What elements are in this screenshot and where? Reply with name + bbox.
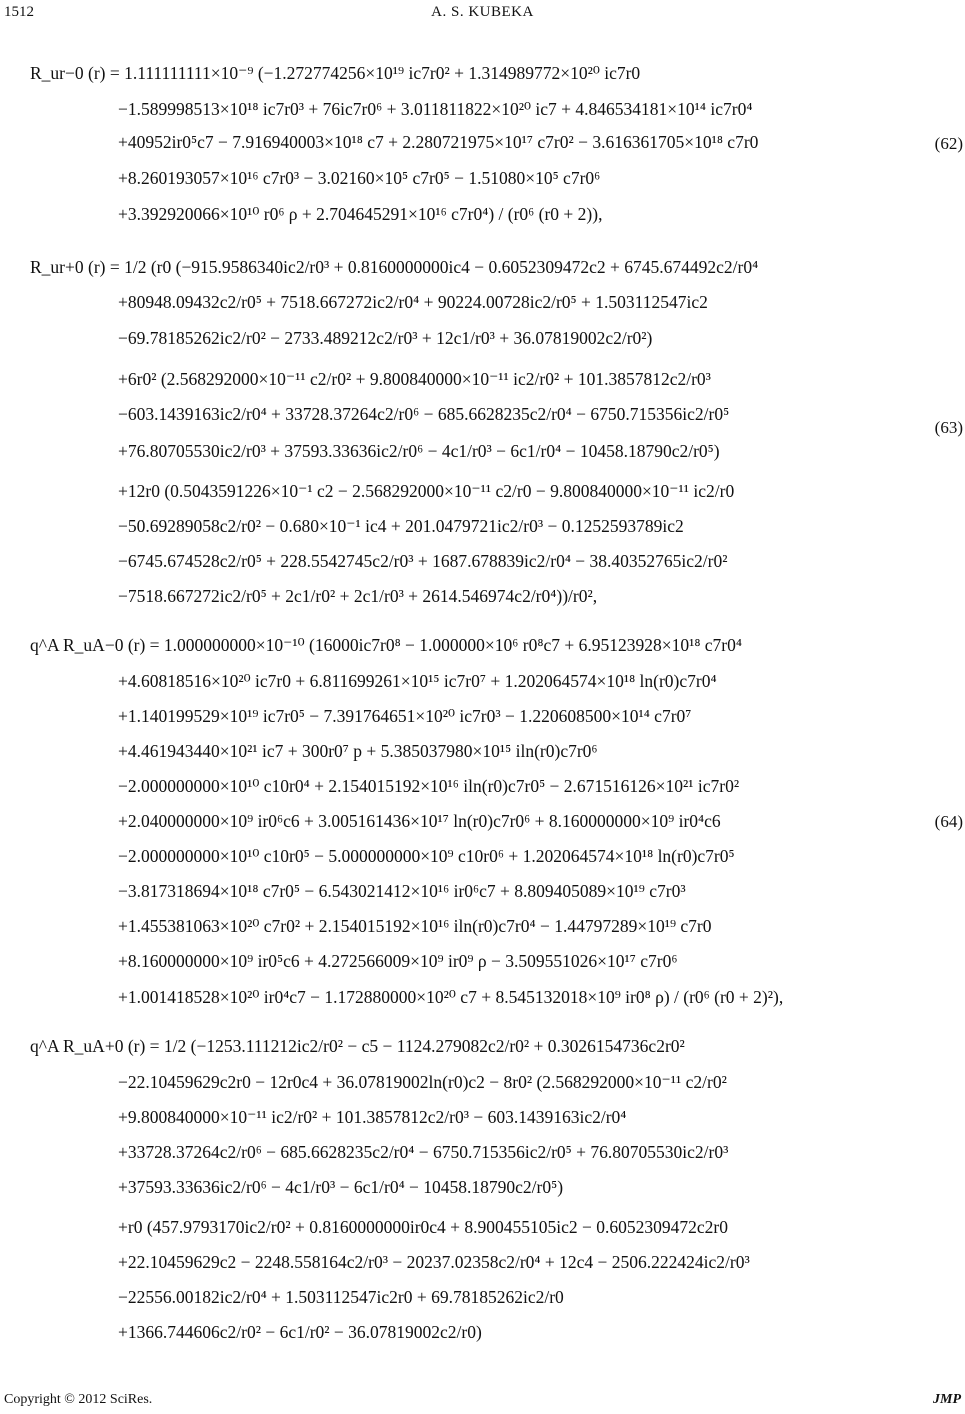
equation-line: +9.800840000×10⁻¹¹ ic2/r0² + 101.3857812c2/r0³ − 603.1439163ic2/r0⁴ [118,1107,627,1127]
equation-line: −2.000000000×10¹⁰ c10r0⁴ + 2.154015192×10¹⁶ iln(r0)c7r0⁵ − 2.671516126×10²¹ ic7r0² [118,776,740,796]
equation-line: q^A R_uA−0 (r) = 1.000000000×10⁻¹⁰ (16000ic7r0⁸ − 1.000000×10⁶ r0⁸c7 + 6.95123928×10¹⁸ c7r0⁴ [30,635,742,655]
page-number: 1512 [4,4,34,20]
equation-line: +76.80705530ic2/r0³ + 37593.33636ic2/r0⁶ − 4c1/r0³ − 6c1/r0⁴ − 10458.18790c2/r0⁵) [118,441,720,461]
equation-line: −3.817318694×10¹⁸ c7r0⁵ − 6.543021412×10¹⁶ ir0⁶c7 + 8.809405089×10¹⁹ c7r0³ [118,881,686,901]
equation-line: +1.140199529×10¹⁹ ic7r0⁵ − 7.391764651×10²⁰ ic7r0³ − 1.220608500×10¹⁴ c7r0⁷ [118,706,692,726]
equation-line: −22556.00182ic2/r0⁴ + 1.503112547ic2r0 + 69.78185262ic2/r0 [118,1287,564,1307]
equation-line: +33728.37264c2/r0⁶ − 685.6628235c2/r0⁴ − 6750.715356ic2/r0⁵ + 76.80705530ic2/r0³ [118,1142,729,1162]
equation-line: −1.589998513×10¹⁸ ic7r0³ + 76ic7r0⁶ + 3.011811822×10²⁰ ic7 + 4.846534181×10¹⁴ ic7r0⁴ [118,99,753,119]
journal-abbreviation: JMP [933,1392,961,1407]
equation-line: +6r0² (2.568292000×10⁻¹¹ c2/r0² + 9.800840000×10⁻¹¹ ic2/r0² + 101.3857812c2/r0³ [118,369,711,389]
equation-line: +40952ir0⁵c7 − 7.916940003×10¹⁸ c7 + 2.280721975×10¹⁷ c7r0² − 3.616361705×10¹⁸ c7r0 [118,132,759,152]
equation-number: (62) [934,134,963,153]
equation-line: +80948.09432c2/r0⁵ + 7518.667272ic2/r0⁴ + 90224.00728ic2/r0⁵ + 1.503112547ic2 [118,292,708,312]
equation-line: −603.1439163ic2/r0⁴ + 33728.37264c2/r0⁶ − 685.6628235c2/r0⁴ − 6750.715356ic2/r0⁵ [118,404,730,424]
equation-line: −7518.667272ic2/r0⁵ + 2c1/r0² + 2c1/r0³ + 2614.546974c2/r0⁴))/r0², [118,586,598,606]
equation-line: +2.040000000×10⁹ ir0⁶c6 + 3.005161436×10¹⁷ ln(r0)c7r0⁶ + 8.160000000×10⁹ ir0⁴c6 [118,811,721,831]
equation-line: +1.001418528×10²⁰ ir0⁴c7 − 1.172880000×10²⁰ c7 + 8.545132018×10⁹ ir0⁸ ρ) / (r0⁶ (r0 + 2)²), [118,987,784,1007]
page-footer [0,1392,965,1412]
equation-line: +12r0 (0.5043591226×10⁻¹ c2 − 2.568292000×10⁻¹¹ c2/r0 − 9.800840000×10⁻¹¹ ic2/r0 [118,481,735,501]
equation-line: q^A R_uA+0 (r) = 1/2 (−1253.111212ic2/r0² − c5 − 1124.279082c2/r0² + 0.3026154736c2r0² [30,1036,685,1056]
equation-line: +8.160000000×10⁹ ir0⁵c6 + 4.272566009×10⁹ ir0⁹ ρ − 3.509551026×10¹⁷ c7r0⁶ [118,951,678,971]
equation-line: +1.455381063×10²⁰ c7r0² + 2.154015192×10¹⁶ iln(r0)c7r0⁴ − 1.44797289×10¹⁹ c7r0 [118,916,712,936]
equation-line: +37593.33636ic2/r0⁶ − 4c1/r0³ − 6c1/r0⁴ − 10458.18790c2/r0⁵) [118,1177,564,1197]
copyright-notice: Copyright © 2012 SciRes. [4,1392,153,1407]
equation-line: +3.392920066×10¹⁰ r0⁶ ρ + 2.704645291×10¹⁶ c7r0⁴) / (r0⁶ (r0 + 2)), [118,204,603,224]
equation-line: −6745.674528c2/r0⁵ + 228.5542745c2/r0³ + 1687.678839ic2/r0⁴ − 38.40352765ic2/r0² [118,551,728,571]
equation-line: +1366.744606c2/r0² − 6c1/r0² − 36.07819002c2/r0) [118,1322,482,1342]
equation-line: +8.260193057×10¹⁶ c7r0³ − 3.02160×10⁵ c7r0⁵ − 1.51080×10⁵ c7r0⁶ [118,168,601,188]
equation-line: −22.10459629c2r0 − 12r0c4 + 36.07819002ln(r0)c2 − 8r0² (2.568292000×10⁻¹¹ c2/r0² [118,1072,727,1092]
equation-line: +4.461943440×10²¹ ic7 + 300r0⁷ p + 5.385037980×10¹⁵ iln(r0)c7r0⁶ [118,741,598,761]
equation-line: +r0 (457.9793170ic2/r0² + 0.8160000000ir0c4 + 8.900455105ic2 − 0.6052309472c2r0 [118,1217,729,1237]
equation-line: −50.69289058c2/r0² − 0.680×10⁻¹ ic4 + 201.0479721ic2/r0³ − 0.1252593789ic2 [118,516,684,536]
equation-number: (64) [934,812,963,831]
page-header [0,4,965,26]
running-author: A. S. KUBEKA [431,4,534,20]
equation-line: −2.000000000×10¹⁰ c10r0⁵ − 5.000000000×10⁹ c10r0⁶ + 1.202064574×10¹⁸ ln(r0)c7r0⁵ [118,846,735,866]
equation-line: +22.10459629c2 − 2248.558164c2/r0³ − 20237.02358c2/r0⁴ + 12c4 − 2506.222424ic2/r0³ [118,1252,750,1272]
equation-line: R_ur−0 (r) = 1.111111111×10⁻⁹ (−1.272774256×10¹⁹ ic7r0² + 1.314989772×10²⁰ ic7r0 [30,63,641,83]
equation-line: R_ur+0 (r) = 1/2 (r0 (−915.9586340ic2/r0³ + 0.8160000000ic4 − 0.6052309472c2 + 6745.674492c2/r0⁴ [30,257,759,277]
equation-line: +4.60818516×10²⁰ ic7r0 + 6.811699261×10¹⁵ ic7r0⁷ + 1.202064574×10¹⁸ ln(r0)c7r0⁴ [118,671,717,691]
equation-number: (63) [934,418,963,437]
equation-line: −69.78185262ic2/r0² − 2733.489212c2/r0³ + 12c1/r0³ + 36.07819002c2/r0²) [118,328,653,348]
